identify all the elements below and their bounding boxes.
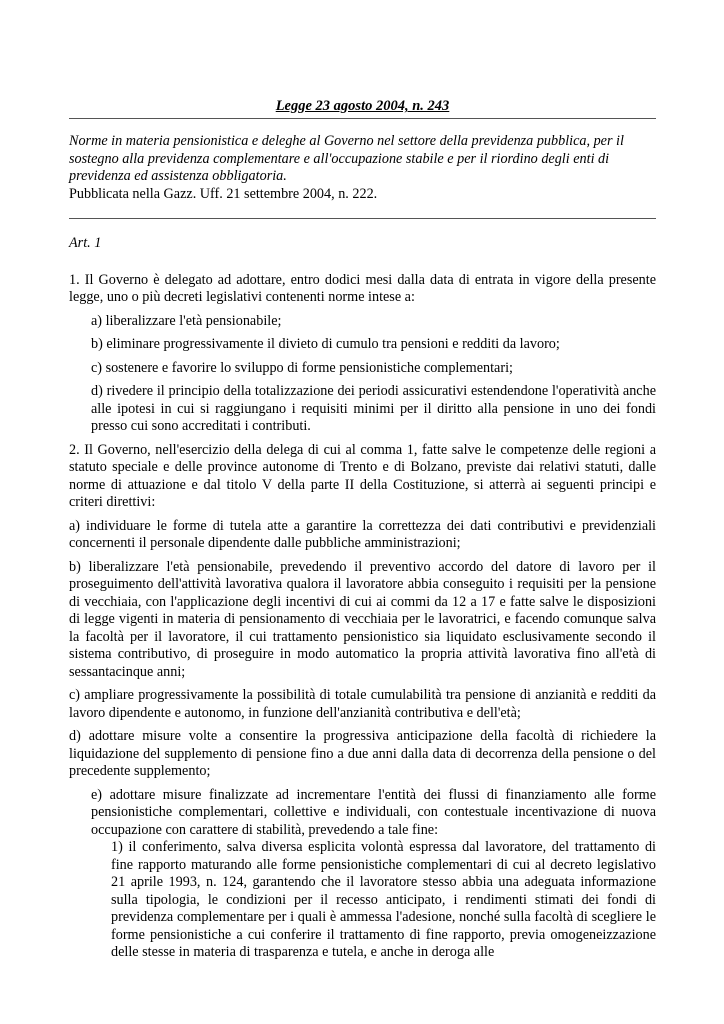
header-divider	[69, 218, 656, 219]
list-item-2b: b) liberalizzare l'età pensionabile, prevedendo il preventivo accordo del datore di lavoro per il proseguimento dell'attività lavorativa qualora il lavoratore abbia conseguito i requisiti per la pensione di vecchiaia, con l'applicazione degli incentivi di cui ai commi da 12 a 17 e fatte salve le disposizioni di legge vigenti in materia di pensionamento di vecchiaia per le lavoratrici, e facendo comunque salva la facoltà per il lavoratore, il cui trattamento pensionistico sia liquidato esclusivamente secondo il sistema contributivo, di proseguire in modo automatico la propria attività lavorativa fino all'età di sessantacinque anni;	[69, 558, 656, 680]
top-divider	[69, 118, 656, 119]
document-page	[69, 98, 656, 962]
paragraph-comma-1: 1. Il Governo è delegato ad adottare, entro dodici mesi dalla data di entrata in vigore della presente legge, uno o più decreti legislativi contenenti norme intese a:	[69, 271, 656, 305]
paragraph-comma-2: 2. Il Governo, nell'esercizio della delega di cui al comma 1, fatte salve le competenze delle regioni a statuto speciale e delle province autonome di Trento e di Bolzano, previste dai relativi statuti, dalle norme di attuazione e dal titolo V della parte II della Costituzione, si atterrà ai seguenti principi e criteri direttivi:	[69, 441, 656, 510]
article-heading: Art. 1	[69, 235, 102, 251]
list-item-1a: a) liberalizzare l'età pensionabile;	[91, 312, 282, 329]
list-item-2c: c) ampliare progressivamente la possibilità di totale cumulabilità tra pensione di anzianità e redditi da lavoro dipendente e autonomo, in funzione dell'anzianità contributiva e dell'età;	[69, 687, 656, 721]
list-item-2e: e) adottare misure finalizzate ad incrementare l'entità dei flussi di finanziamento alle forme pensionistiche complementari, collettive e individuali, con contestuale incentivazione di nuova occupazione con carattere di stabilità, prevedendo a tale fine:	[91, 786, 656, 838]
law-title: Legge 23 agosto 2004, n. 243	[275, 98, 450, 114]
list-item-2a: a) individuare le forme di tutela atte a garantire la correttezza dei dati contributivi e previdenziali concernenti il personale dipendente dalle pubbliche amministrazioni;	[69, 517, 656, 551]
list-item-1c: c) sostenere e favorire lo sviluppo di forme pensionistiche complementari;	[91, 359, 513, 376]
sub-item-2e-1: 1) il conferimento, salva diversa esplicita volontà espressa dal lavoratore, del trattamento di fine rapporto maturando alle forme pensionistiche complementari di cui al decreto legislativo 21 aprile 1993, n. 124, garantendo che il lavoratore stesso abbia una adeguata informazione sulla tipologia, le condizioni per il recesso anticipato, i rendimenti stimati dei fondi di previdenza complementare per i quali è ammessa l'adesione, nonché sulla facoltà di scegliere le forme pensionistiche a cui conferire il trattamento di fine rapporto, previa omogeneizzazione delle stesse in materia di trasparenza e tutela, e anche in deroga alle	[111, 839, 656, 960]
list-item-1b: b) eliminare progressivamente il divieto di cumulo tra pensioni e redditi da lavoro;	[91, 336, 560, 352]
list-item-2d: d) adottare misure volte a consentire la progressiva anticipazione della facoltà di richiedere la liquidazione del supplemento di pensione fino a due anni dalla data di decorrenza della pensione o del precedente supplemento;	[69, 728, 656, 779]
law-subtitle: Norme in materia pensionistica e deleghe al Governo nel settore della previdenza pubblica, per il sostegno alla previdenza complementare e all'occupazione stabile e per il riordino degli enti di previdenza ed assistenza obbligatoria.	[69, 133, 624, 184]
list-item-1d: d) rivedere il principio della totalizzazione dei periodi assicurativi estendendone l'operatività anche alle ipotesi in cui si raggiungano i requisiti minimi per il diritto alla pensione in uno dei fondi presso cui sono accreditati i contributi.	[91, 383, 656, 434]
publication-note: Pubblicata nella Gazz. Uff. 21 settembre 2004, n. 222.	[69, 185, 378, 202]
